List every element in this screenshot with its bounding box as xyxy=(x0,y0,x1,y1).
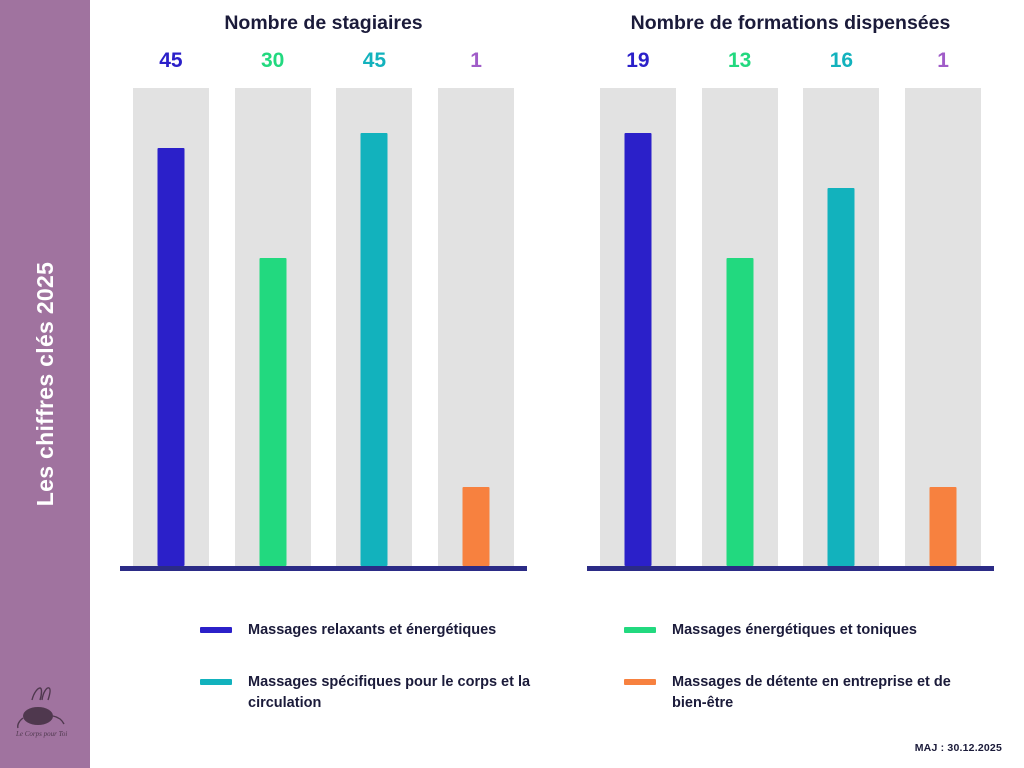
axis-baseline xyxy=(587,566,994,571)
legend-item-label: Massages énergétiques et toniques xyxy=(672,622,917,638)
legend-item-label: Massages relaxants et énergétiques xyxy=(248,622,497,638)
sidebar-title: Les chiffres clés 2025 xyxy=(31,261,58,507)
chart-title: Nombre de stagiaires xyxy=(224,12,423,34)
value-label: 13 xyxy=(727,49,752,72)
legend-item xyxy=(624,672,1004,713)
bar xyxy=(259,258,286,566)
bar-column xyxy=(892,88,994,566)
legend-swatch-icon xyxy=(624,679,656,685)
plot-area xyxy=(120,88,527,566)
chart-title: Nombre de formations dispensées xyxy=(630,12,951,34)
bar xyxy=(463,487,490,566)
bar-column xyxy=(689,88,791,566)
value-labels-row xyxy=(120,44,527,78)
value-label: 30 xyxy=(260,49,285,72)
value-labels-row xyxy=(587,44,994,78)
legend-item xyxy=(624,620,1004,641)
bar xyxy=(828,188,855,566)
svg-text:Le Corps pour Toi: Le Corps pour Toi xyxy=(16,730,68,738)
bar-column xyxy=(425,88,527,566)
last-update-label: MAJ : 30.12.2025 xyxy=(914,742,1002,754)
legend-item-label: Massages de détente en entreprise et de bien-être xyxy=(672,674,951,711)
chart-panel-stagiaires xyxy=(90,0,557,600)
bar xyxy=(361,133,388,566)
plot-area xyxy=(587,88,994,566)
value-label: 45 xyxy=(362,49,387,72)
value-label: 19 xyxy=(626,49,650,72)
value-label: 1 xyxy=(470,49,482,72)
brand-logo-icon xyxy=(12,686,78,740)
charts-area xyxy=(90,0,1024,600)
legend-item xyxy=(200,672,580,713)
bar xyxy=(726,258,753,566)
bar-column xyxy=(587,88,689,566)
legend-swatch-icon xyxy=(624,627,656,633)
bar-column xyxy=(120,88,222,566)
bar-column xyxy=(324,88,426,566)
legend xyxy=(200,612,1000,722)
legend-item-label: Massages spécifiques pour le corps et la circulation xyxy=(248,674,531,711)
bar-column xyxy=(791,88,893,566)
value-label: 45 xyxy=(159,49,183,72)
legend-swatch-icon xyxy=(200,627,232,633)
axis-baseline xyxy=(120,566,527,571)
bar xyxy=(157,148,184,566)
bar xyxy=(930,487,957,566)
legend-item xyxy=(200,620,580,641)
bar xyxy=(624,133,651,566)
sidebar xyxy=(0,0,90,768)
value-label: 16 xyxy=(829,49,854,72)
legend-swatch-icon xyxy=(200,679,232,685)
chart-panel-formations xyxy=(557,0,1024,600)
value-label: 1 xyxy=(937,49,949,72)
bar-column xyxy=(222,88,324,566)
